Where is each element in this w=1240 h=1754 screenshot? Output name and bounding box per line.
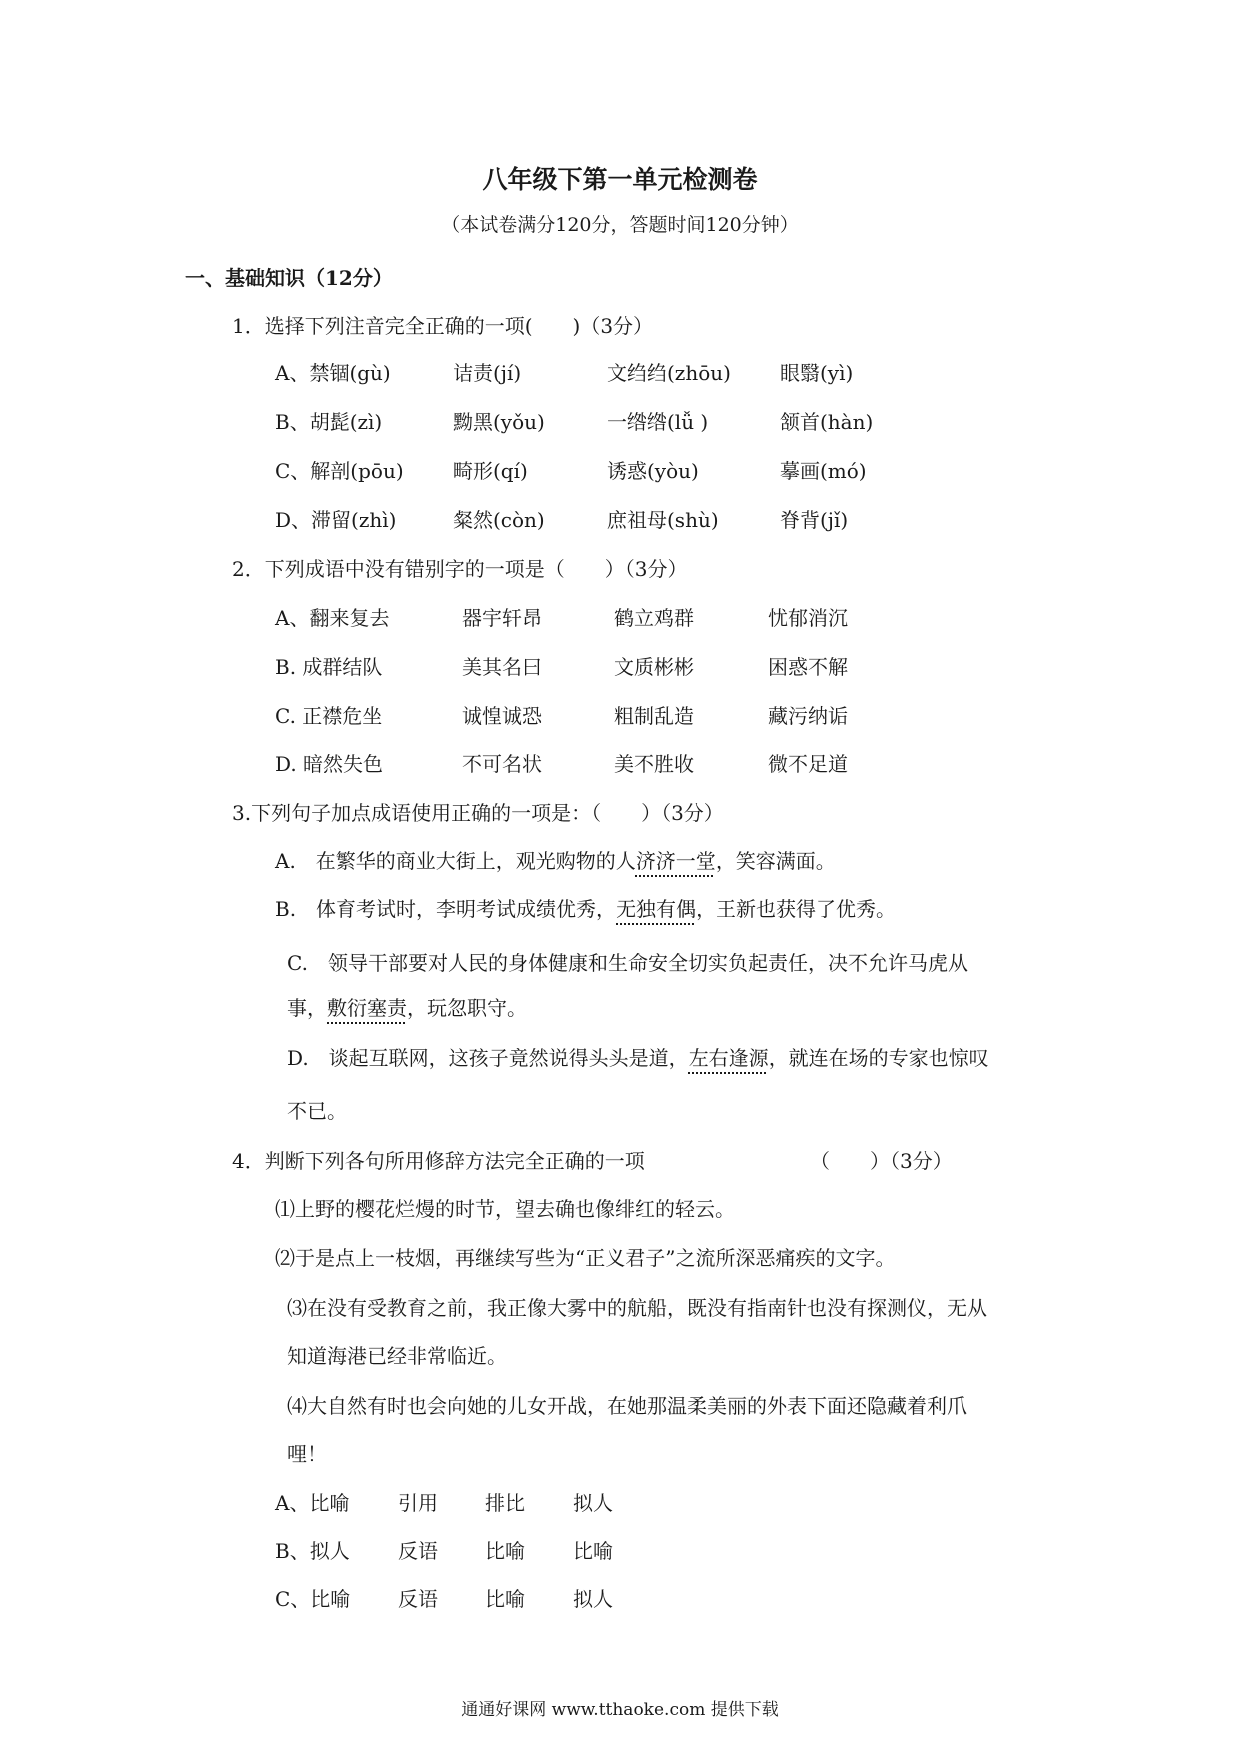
question-3-option-d-line1 bbox=[287, 1042, 989, 1071]
option-cell: 比喻 bbox=[485, 1539, 525, 1563]
question-4-sentence-4-line1: ⑷大自然有时也会向她的儿女开战，在她那温柔美丽的外表下面还隐藏着利爪 bbox=[287, 1394, 967, 1418]
question-3-option-c-line2 bbox=[287, 992, 527, 1021]
dotted-idiom: 敷衍塞责 bbox=[327, 996, 407, 1020]
option-cell: 粲然(còn) bbox=[453, 508, 545, 532]
question-4-sentence-2: ⑵于是点上一枝烟，再继续写些为“正义君子”之流所深恶痛疾的文字。 bbox=[275, 1246, 896, 1270]
option-cell: 微不足道 bbox=[768, 752, 848, 776]
option-cell: 不可名状 bbox=[462, 752, 542, 776]
option-cell: 拟人 bbox=[573, 1587, 613, 1611]
dotted-idiom: 左右逢源 bbox=[688, 1046, 769, 1070]
question-3-option-a bbox=[275, 845, 836, 874]
question-3-option-c-line1: C. 领导干部要对人民的身体健康和生命安全切实负起责任，决不允许马虎从 bbox=[287, 951, 968, 975]
question-2-stem: 2．下列成语中没有错别字的一项是（ ）（3分） bbox=[232, 557, 688, 581]
exam-subtitle: （本试卷满分120分，答题时间120分钟） bbox=[441, 214, 799, 236]
question-3-stem: 3.下列句子加点成语使用正确的一项是：（ ）（3分） bbox=[232, 801, 724, 825]
option-cell: C、解剖(pōu) bbox=[275, 459, 404, 483]
question-4-sentence-3-line2: 知道海港已经非常临近。 bbox=[287, 1344, 507, 1368]
page-footer: 通通好课网 www.tthaoke.com 提供下载 bbox=[461, 1700, 779, 1720]
question-3-option-b bbox=[275, 893, 896, 922]
option-cell: 诚惶诚恐 bbox=[462, 704, 542, 728]
option-cell: 鹤立鸡群 bbox=[614, 606, 694, 630]
option-cell: B. 成群结队 bbox=[275, 655, 383, 679]
option-cell: 粗制乱造 bbox=[614, 704, 694, 728]
option-cell: 庶祖母(shù) bbox=[607, 508, 719, 532]
section-heading: 一、基础知识（12分） bbox=[185, 266, 393, 290]
option-cell: 黝黑(yǒu) bbox=[453, 410, 545, 434]
option-text: ，就连在场的专家也惊叹 bbox=[768, 1046, 989, 1070]
option-text: D. 谈起互联网，这孩子竟然说得头头是道， bbox=[287, 1046, 689, 1070]
option-cell: B、胡髭(zì) bbox=[275, 410, 383, 434]
option-cell: C、比喻 bbox=[275, 1587, 351, 1611]
option-cell: 拟人 bbox=[573, 1491, 613, 1515]
option-cell: D、滞留(zhì) bbox=[275, 508, 397, 532]
question-4-score: （ ）（3分） bbox=[810, 1149, 953, 1173]
page-title: 八年级下第一单元检测卷 bbox=[482, 165, 758, 194]
question-1-stem: 1．选择下列注音完全正确的一项( )（3分） bbox=[232, 314, 654, 338]
option-cell: 美其名曰 bbox=[462, 655, 542, 679]
question-4-sentence-4-line2: 哩！ bbox=[287, 1442, 327, 1466]
option-cell: 忧郁消沉 bbox=[768, 606, 848, 630]
option-cell: 一绺绺(lǚ ) bbox=[607, 410, 709, 434]
option-cell: 诘责(jí) bbox=[453, 361, 522, 385]
option-cell: 引用 bbox=[398, 1491, 438, 1515]
option-cell: A、比喻 bbox=[275, 1491, 350, 1515]
option-text: 事， bbox=[287, 996, 327, 1020]
option-cell: 器宇轩昂 bbox=[462, 606, 542, 630]
option-text: B. 体育考试时，李明考试成绩优秀， bbox=[275, 897, 617, 921]
option-text: ，玩忽职守。 bbox=[407, 996, 527, 1020]
question-4-stem: 4．判断下列各句所用修辞方法完全正确的一项 bbox=[232, 1149, 645, 1173]
option-cell: 脊背(jǐ) bbox=[780, 508, 849, 532]
question-3-option-d-line2: 不已。 bbox=[287, 1099, 347, 1123]
option-cell: 诱惑(yòu) bbox=[607, 459, 699, 483]
option-cell: 比喻 bbox=[573, 1539, 613, 1563]
option-text: ，笑容满面。 bbox=[715, 849, 836, 873]
option-cell: 文绉绉(zhōu) bbox=[607, 361, 731, 385]
option-cell: 颔首(hàn) bbox=[780, 410, 874, 434]
option-text: ，王新也获得了优秀。 bbox=[696, 897, 897, 921]
option-cell: 摹画(mó) bbox=[780, 459, 867, 483]
dotted-idiom: 无独有偶 bbox=[616, 897, 697, 921]
option-cell: 反语 bbox=[398, 1539, 438, 1563]
option-cell: 反语 bbox=[398, 1587, 438, 1611]
option-cell: A、翻来复去 bbox=[275, 606, 390, 630]
option-cell: C. 正襟危坐 bbox=[275, 704, 383, 728]
question-4-sentence-1: ⑴上野的樱花烂熳的时节，望去确也像绯红的轻云。 bbox=[275, 1197, 735, 1221]
option-cell: B、拟人 bbox=[275, 1539, 350, 1563]
option-cell: 比喻 bbox=[485, 1587, 525, 1611]
option-cell: 困惑不解 bbox=[768, 655, 848, 679]
option-cell: D. 暗然失色 bbox=[275, 752, 384, 776]
option-text: A. 在繁华的商业大街上，观光购物的人 bbox=[275, 849, 636, 873]
option-cell: 眼翳(yì) bbox=[780, 361, 854, 385]
option-cell: 文质彬彬 bbox=[614, 655, 694, 679]
option-cell: 排比 bbox=[485, 1491, 525, 1515]
dotted-idiom: 济济一堂 bbox=[635, 849, 716, 873]
option-cell: 畸形(qí) bbox=[453, 459, 528, 483]
option-cell: 藏污纳诟 bbox=[768, 704, 848, 728]
option-cell: A、禁锢(gù) bbox=[275, 361, 391, 385]
question-4-sentence-3-line1: ⑶在没有受教育之前，我正像大雾中的航船，既没有指南针也没有探测仪，无从 bbox=[287, 1296, 987, 1320]
option-cell: 美不胜收 bbox=[614, 752, 694, 776]
